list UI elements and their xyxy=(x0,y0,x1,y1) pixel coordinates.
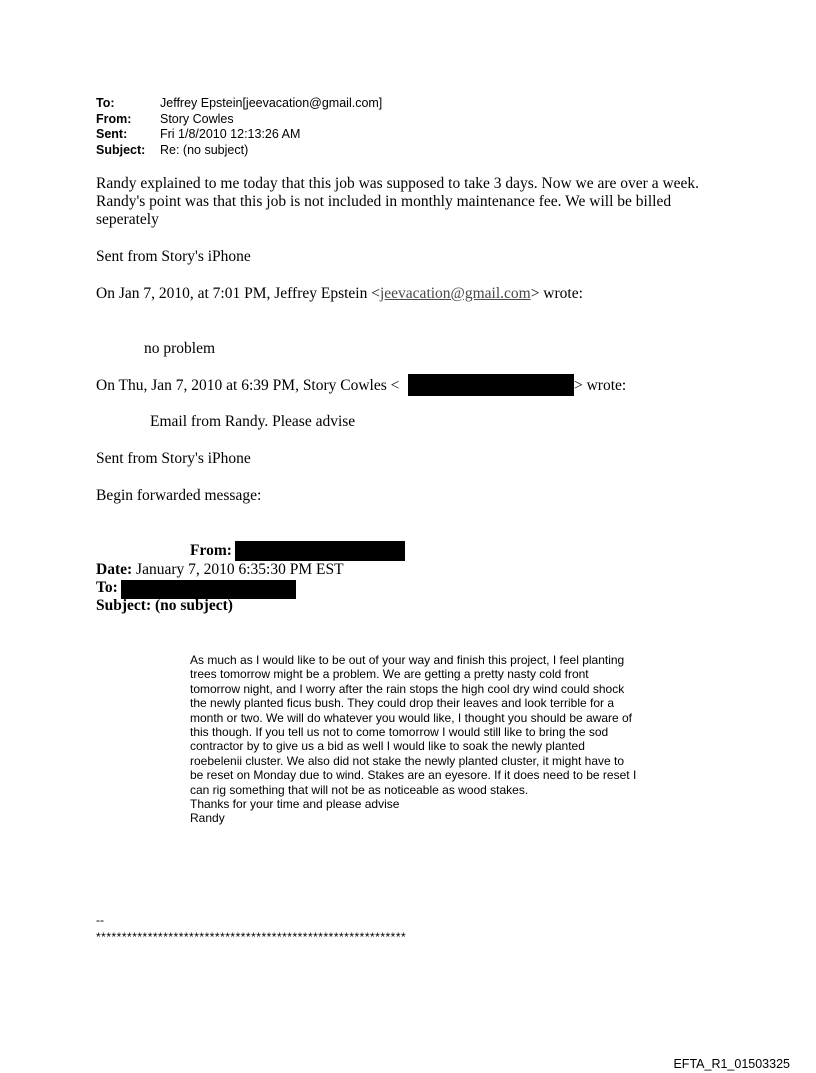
redaction-box xyxy=(408,374,574,396)
quote-intro-1-prefix: On Jan 7, 2010, at 7:01 PM, Jeffrey Epstein < xyxy=(96,285,380,302)
reply-no-problem: no problem xyxy=(144,340,216,357)
sent-label: Sent: xyxy=(96,127,128,141)
to-label: To: xyxy=(96,96,115,110)
sent-row xyxy=(96,127,382,143)
asterisk-divider: ************************************************************ xyxy=(96,930,407,944)
sent-from-iphone-1: Sent from Story's iPhone xyxy=(96,248,251,265)
message-line-1: Randy explained to me today that this job was supposed to take 3 days. Now we are over a week. xyxy=(96,175,700,192)
email-header xyxy=(96,96,382,158)
fwd-subject-row xyxy=(96,597,233,616)
subject-row xyxy=(96,143,382,159)
begin-forwarded-message: Begin forwarded message: xyxy=(96,487,262,504)
fwd-date-row xyxy=(96,561,344,580)
sent-value: Fri 1/8/2010 12:13:26 AM xyxy=(160,127,301,141)
subject-label: Subject: xyxy=(96,142,146,157)
subject-value: Re: (no subject) xyxy=(160,142,249,157)
forwarded-signature: Randy xyxy=(190,811,225,826)
fwd-from-label: From: xyxy=(190,542,232,559)
from-row xyxy=(96,112,382,128)
message-line-3: seperately xyxy=(96,211,159,228)
to-row xyxy=(96,96,382,112)
redaction-box xyxy=(235,541,405,561)
quote-intro-2-suffix: > wrote: xyxy=(574,377,627,394)
fwd-subject-label: Subject: xyxy=(96,597,152,614)
message-line-2: Randy's point was that this job is not included in monthly maintenance fee. We will be billed xyxy=(96,193,672,210)
fwd-subject-value: (no subject) xyxy=(154,597,233,614)
fwd-to-label: To: xyxy=(96,579,118,596)
from-value: Story Cowles xyxy=(160,111,234,126)
forwarded-body-text: As much as I would like to be out of your way and finish this project, I feel planting trees tomorrow might be a problem. We are getting a pretty nasty cold front tomorrow night, and I worry after the rain stops the high cool dry wind could shock the newly planted ficus bush. They could drop their leaves and look terrible for a month or two. We will do whatever you would like, I thought you should be aware of this though. If you tell us not to come tomorrow I would still like to bring the sod contractor by to give us a bid as well I would like to soak the newly planted roebelenii cluster. We also did not stake the newly planted cluster, it might have to be reset on Monday due to wind. Stakes are an eyesore. If it does need to be reset I can rig something that will not be as noticeable as wood stakes. xyxy=(190,653,637,797)
sent-from-iphone-2: Sent from Story's iPhone xyxy=(96,450,251,467)
document-id: EFTA_R1_01503325 xyxy=(673,1057,790,1071)
email-link[interactable]: jeevacation@gmail.com xyxy=(379,285,531,302)
quote-intro-2-prefix: On Thu, Jan 7, 2010 at 6:39 PM, Story Cowles < xyxy=(96,377,400,394)
fwd-date-label: Date: xyxy=(96,561,133,578)
signature-dashes: -- xyxy=(96,913,104,927)
quote-intro-1-suffix: > wrote: xyxy=(530,285,583,302)
from-label: From: xyxy=(96,111,132,126)
quote-intro-1 xyxy=(96,285,583,304)
fwd-date-value: January 7, 2010 6:35:30 PM EST xyxy=(136,561,344,578)
forwarded-signoff: Thanks for your time and please advise xyxy=(190,797,400,812)
to-value: Jeffrey Epstein[jeevacation@gmail.com] xyxy=(160,96,383,110)
forwarded-body xyxy=(190,653,640,826)
reply-email-from-randy: Email from Randy. Please advise xyxy=(150,413,356,430)
